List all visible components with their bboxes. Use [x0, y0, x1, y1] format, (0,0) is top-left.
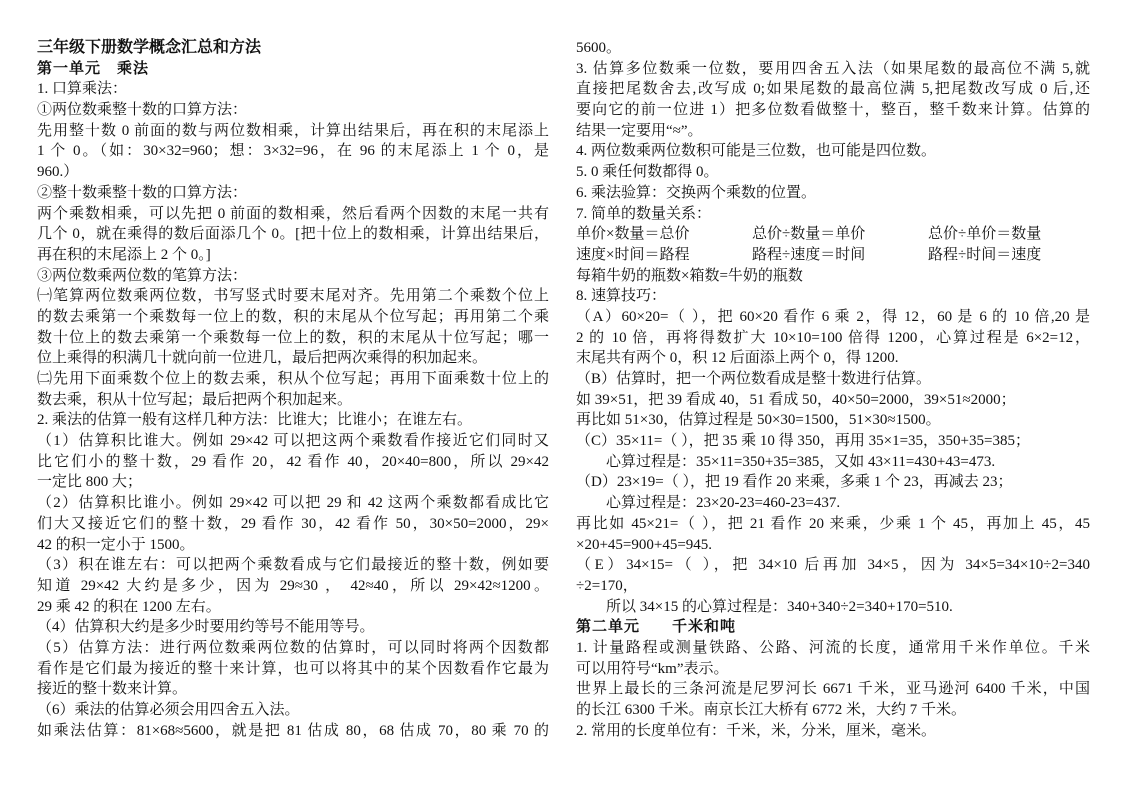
paragraph [576, 638, 1090, 679]
paragraph [576, 555, 1090, 596]
text-line: 所以 34×15 的心算过程是：340+340÷2=340+170=510. [576, 598, 953, 615]
paragraph [37, 79, 549, 100]
text-line: 8. 速算技巧： [576, 288, 667, 305]
relation-formula: 路程÷时间＝速度 [928, 246, 1042, 263]
left-column [37, 38, 549, 741]
text-line: 2. 乘法的估算一般有这样几种方法：比谁大；比谁小；在谁左右。 [37, 412, 473, 429]
text-line: 直接把尾数舍去,改写成 0;如果尾数的最高位满 5,把尾数改写成 0 后,还 [576, 81, 1090, 98]
text-line: 7. 简单的数量关系： [576, 205, 712, 222]
paragraph [576, 183, 1090, 204]
paragraph [576, 597, 1090, 618]
quantity-relations [576, 224, 1090, 265]
paragraph [576, 721, 1090, 742]
paragraph [576, 679, 1090, 720]
paragraph [37, 493, 549, 555]
text-line: （6）乘法的估算必须会用四舍五入法。 [37, 702, 300, 718]
text-line: 5. 0 乘任何数都得 0。 [576, 164, 719, 181]
text-line: 第一单元 乘法 [37, 60, 150, 77]
text-line: 1. 计量路程或测量铁路、公路、河流的长度，通常用千米作单位。千米 [576, 639, 1090, 656]
paragraph [576, 141, 1090, 162]
text-line: 的数去乘第一个乘数每一位上的数，积的末尾从个位写起；再用第二个乘 [37, 308, 549, 325]
relation-row [576, 245, 1090, 266]
unit-heading [37, 59, 549, 80]
text-line: 世界上最长的三条河流是尼罗河长 6671 千米，亚马逊河 6400 千米，中国 [576, 681, 1090, 698]
paragraph [576, 369, 1090, 390]
text-line: 2. 常用的长度单位有：千米，米，分米，厘米，毫米。 [576, 722, 937, 739]
text-line: 比它们小的整十数，29 看作 20，42 看作 40，20×40=800，所以 29×42 [37, 453, 549, 470]
text-line: 接近的整十数来计算。 [37, 681, 188, 698]
text-line: 第二单元 千米和吨 [576, 619, 737, 636]
text-line: （1）估算积比谁大。例如 29×42 可以把这两个乘数看作接近它们同时又 [37, 433, 549, 450]
text-line: 的长江 6300 千米。南京长江大桥有 6772 米，大约 7 千米。 [576, 702, 967, 718]
paragraph [37, 555, 549, 617]
text-line: 先用整十数 0 前面的数与两位数相乘，计算出结果后，再在积的末尾添上 [37, 122, 549, 139]
text-line: 要向它的前一位进 1）把多位数看做整十，整百，整千数来计算。估算的 [576, 102, 1090, 119]
text-line: （C）35×11=（ ），把 35 乘 10 得 350，再用 35×1=35，350+35=385； [576, 433, 1030, 450]
paragraph [37, 700, 549, 721]
text-line: ③两位数乘两位数的笔算方法： [37, 267, 248, 284]
paragraph [37, 617, 549, 638]
text-line: ①两位数乘整十数的口算方法： [37, 102, 248, 119]
text-line: 们大又接近它们的整十数，29 看作 30，42 看作 50，30×50=2000，29× [37, 515, 549, 532]
text-line: 三年级下册数学概念汇总和方法 [37, 39, 262, 56]
text-line: 如乘法估算：81×68≈5600，就是把 81 估成 80，68 估成 70，80 乘 70 的 [37, 722, 549, 739]
text-line: 看作是它们最为接近的整十来计算，也可以将其中的某个因数看作它最为 [37, 660, 549, 677]
text-line: ㈠笔算两位数乘两位数，书写竖式时要末尾对齐。先用第二个乘数个位上 [37, 288, 549, 305]
text-line: 一定比 800 大； [37, 474, 143, 491]
paragraph [576, 38, 1090, 59]
paragraph [37, 204, 549, 266]
text-line: 数去乘，积从十位写起；最后把两个积加起来。 [37, 391, 353, 408]
relation-formula: 总价÷数量＝单价 [752, 226, 866, 243]
text-line: （D）23×19=（ ），把 19 看作 20 来乘，多乘 1 个 23，再减去 23； [576, 474, 1013, 491]
paragraph [37, 266, 549, 287]
text-line: 2 的 10 倍，再将得数扩大 10×10=100 倍得 1200，心算过程是 6×2=12， [576, 329, 1090, 346]
text-line: 心算过程是：23×20-23=460-23=437. [576, 495, 841, 512]
text-line: （5）估算方法：进行两位数乘两位数的估算时，可以同时将两个因数都 [37, 639, 549, 656]
text-line: 再比如 51×30，估算过程是 50×30=1500，51×30≈1500。 [576, 412, 941, 429]
text-line: （4）估算积大约是多少时要用约等号不能用等号。 [37, 619, 375, 636]
paragraph [37, 410, 549, 431]
text-line: 知道 29×42 大约是多少，因为 29≈30 ， 42≈40，所以 29×42≈1200。 [37, 577, 549, 594]
text-line: 42 的积一定小于 1500。 [37, 536, 195, 553]
text-line: （A）60×20=（ ），把 60×20 看作 6 乘 2，得 12，60 是 6 的 10 倍,20 是 [576, 308, 1090, 325]
paragraph [576, 472, 1090, 493]
paragraph [576, 431, 1090, 452]
relation-row [576, 224, 1090, 245]
text-line: （B）估算时，把一个两位数看成是整十数进行估算。 [576, 371, 932, 387]
text-line: 1 个 0。（如：30×32=960；想：3×32=96，在 96 的末尾添上 1 个 0，是 [37, 143, 549, 160]
paragraph [37, 100, 549, 121]
right-column [576, 38, 1090, 741]
text-line: ②整十数乘整十数的口算方法： [37, 184, 248, 201]
paragraph [576, 162, 1090, 183]
text-line: 6. 乘法验算：交换两个乘数的位置。 [576, 184, 817, 201]
paragraph [576, 493, 1090, 514]
text-line: 960.） [37, 164, 79, 181]
paragraph [37, 369, 549, 410]
paragraph [37, 121, 549, 183]
text-line: 4. 两位数乘两位数积可能是三位数，也可能是四位数。 [576, 143, 937, 160]
text-line: 结果一定要用“≈”。 [576, 122, 703, 139]
paragraph [37, 183, 549, 204]
text-line: 每箱牛奶的瓶数×箱数=牛奶的瓶数 [576, 267, 803, 284]
text-line: 几个 0，就在乘得的数后面添几个 0。[把十位上的数相乘，计算出结果后， [37, 226, 549, 243]
paragraph [576, 452, 1090, 473]
paragraph [576, 514, 1090, 555]
text-line: 数十位上的数去乘第一个乘数每一位上的数，积的末尾从十位写起；哪一 [37, 329, 549, 346]
unit-heading [576, 617, 1090, 638]
paragraph [576, 286, 1090, 307]
paragraph [37, 721, 549, 742]
paragraph [576, 307, 1090, 369]
paragraph [576, 390, 1090, 411]
paragraph [576, 266, 1090, 287]
paragraph [576, 204, 1090, 225]
text-line: ÷2=170， [576, 577, 638, 594]
text-line: （3）积在谁左右：可以把两个乘数看成与它们最接近的整十数，例如要 [37, 557, 549, 574]
paragraph [37, 431, 549, 493]
paragraph [37, 638, 549, 700]
paragraph [37, 286, 549, 369]
text-line: 1. 口算乘法： [37, 81, 128, 98]
text-line: 再在积的末尾添上 2 个 0。] [37, 246, 211, 263]
text-line: 29 乘 42 的积在 1200 左右。 [37, 598, 221, 615]
relation-formula: 总价÷单价＝数量 [928, 226, 1042, 243]
relation-formula: 路程÷速度＝时间 [752, 246, 866, 263]
text-line: 位上乘得的积满几十就向前一位进几，最后把两次乘得的积加起来。 [37, 350, 488, 367]
text-line: 心算过程是：35×11=350+35=385，又如 43×11=430+43=473. [576, 453, 996, 470]
text-line: 末尾共有两个 0，积 12 后面添上两个 0，得 1200. [576, 350, 899, 367]
text-line: 5600。 [576, 40, 622, 56]
text-line: （2）估算积比谁小。例如 29×42 可以把 29 和 42 这两个乘数都看成比它 [37, 495, 549, 512]
document-title [37, 38, 549, 59]
relation-formula: 速度×时间＝路程 [576, 246, 690, 263]
text-line: 可以用符号“km”表示。 [576, 660, 729, 677]
text-line: 再比如 45×21=（ ），把 21 看作 20 来乘，少乘 1 个 45，再加上 45，45 [576, 515, 1090, 532]
paragraph [576, 410, 1090, 431]
relation-formula: 单价×数量＝总价 [576, 226, 690, 243]
text-line: ㈡先用下面乘数个位上的数去乘，积从个位写起；再用下面乘数十位上的 [37, 371, 549, 387]
paragraph [576, 59, 1090, 142]
text-line: ×20+45=900+45=945. [576, 536, 713, 553]
text-line: 两个乘数相乘，可以先把 0 前面的数相乘，然后看两个因数的末尾一共有 [37, 205, 549, 222]
text-line: （E）34×15=（ ），把 34×10 后再加 34×5，因为 34×5=34×10÷2=340 [576, 557, 1090, 574]
text-line: 如 39×51，把 39 看成 40，51 看成 50，40×50=2000，39×51≈2000； [576, 391, 1016, 408]
text-line: 3. 估算多位数乘一位数，要用四舍五入法（如果尾数的最高位不满 5,就 [576, 60, 1090, 77]
